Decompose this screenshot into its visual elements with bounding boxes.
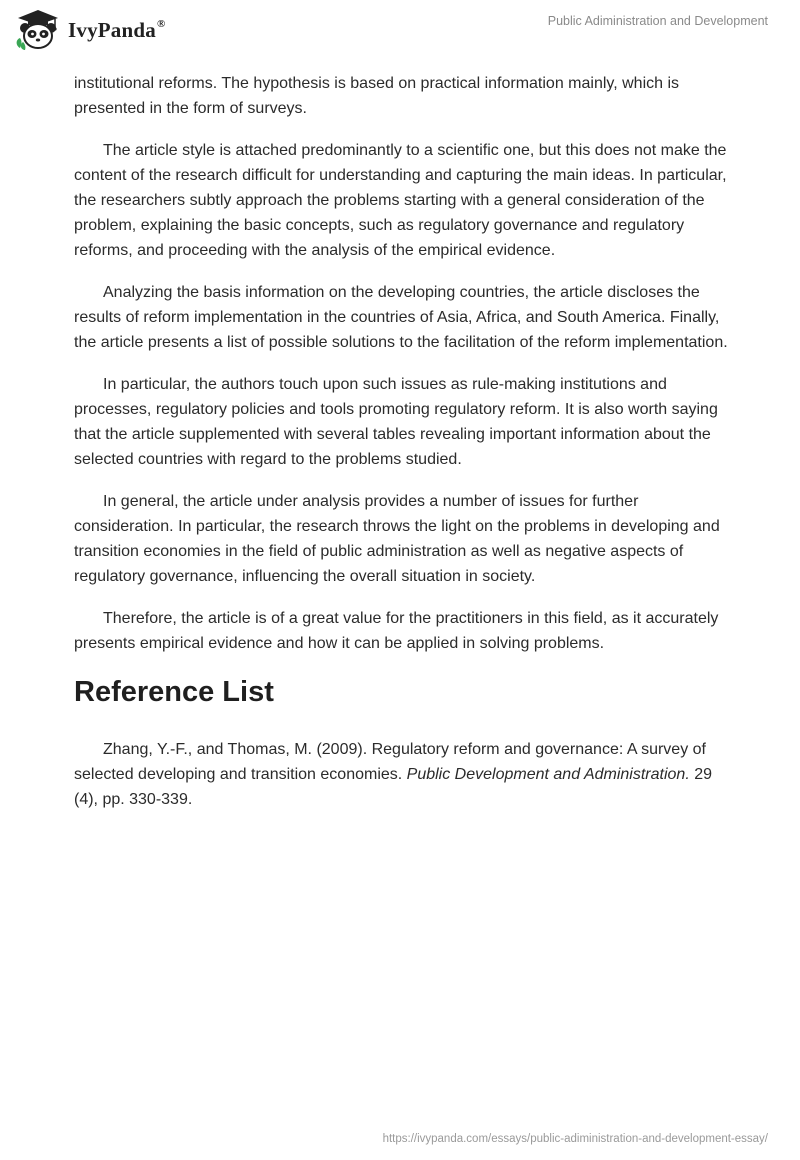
- reference-journal: Public Development and Administration.: [406, 766, 690, 783]
- source-url[interactable]: https://ivypanda.com/essays/public-adiministration-and-development-essay/: [382, 1133, 768, 1145]
- reference-details: 29 (4), pp. 330-339.: [74, 766, 713, 808]
- reference-text: Zhang, Y.-F., and Thomas, M. (2009). Regulatory reform and governance: A survey of selected developing and transition economies.: [74, 741, 706, 783]
- reference-entry: [74, 737, 730, 812]
- essay-content: [74, 71, 730, 829]
- reference-list-heading: Reference List: [74, 676, 274, 708]
- panda-graduate-icon: [14, 8, 62, 52]
- ivypanda-logo[interactable]: [14, 8, 165, 52]
- paragraph: In general, the article under analysis provides a number of issues for further consideration. In particular, the research throws the light on the problems in developing and transition economies in the field of public administration as well as negative aspects of regulatory governance, influencing the overall situation in society.: [74, 493, 720, 585]
- paragraph: Therefore, the article is of a great value for the practitioners in this field, as it accurately presents empirical evidence and how it can be applied in solving problems.: [74, 610, 719, 652]
- paragraph: Analyzing the basis information on the developing countries, the article discloses the results of reform implementation in the countries of Asia, Africa, and South America. Finally, the article presents a list of possible solutions to the facilitation of the reform implementation.: [74, 284, 728, 351]
- paragraph: In particular, the authors touch upon such issues as rule-making institutions and processes, regulatory policies and tools promoting regulatory reform. It is also worth saying that the article supplemented with several tables revealing important information about the selected countries with regard to the problems studied.: [74, 376, 718, 468]
- document-title: Public Adiministration and Development: [547, 14, 768, 28]
- paragraph-continuation: institutional reforms. The hypothesis is based on practical information mainly, which is presented in the form of surveys.: [74, 75, 680, 117]
- page-header: [0, 0, 800, 64]
- logo-text: IvyPanda®: [68, 17, 166, 42]
- paragraph: The article style is attached predominantly to a scientific one, but this does not make the content of the research difficult for understanding and capturing the main ideas. In particular, the researchers subtly approach the problems starting with a general consideration of the problem, explaining the basic concepts, such as regulatory governance and regulatory reforms, and proceeding with the analysis of the empirical evidence.: [74, 142, 727, 259]
